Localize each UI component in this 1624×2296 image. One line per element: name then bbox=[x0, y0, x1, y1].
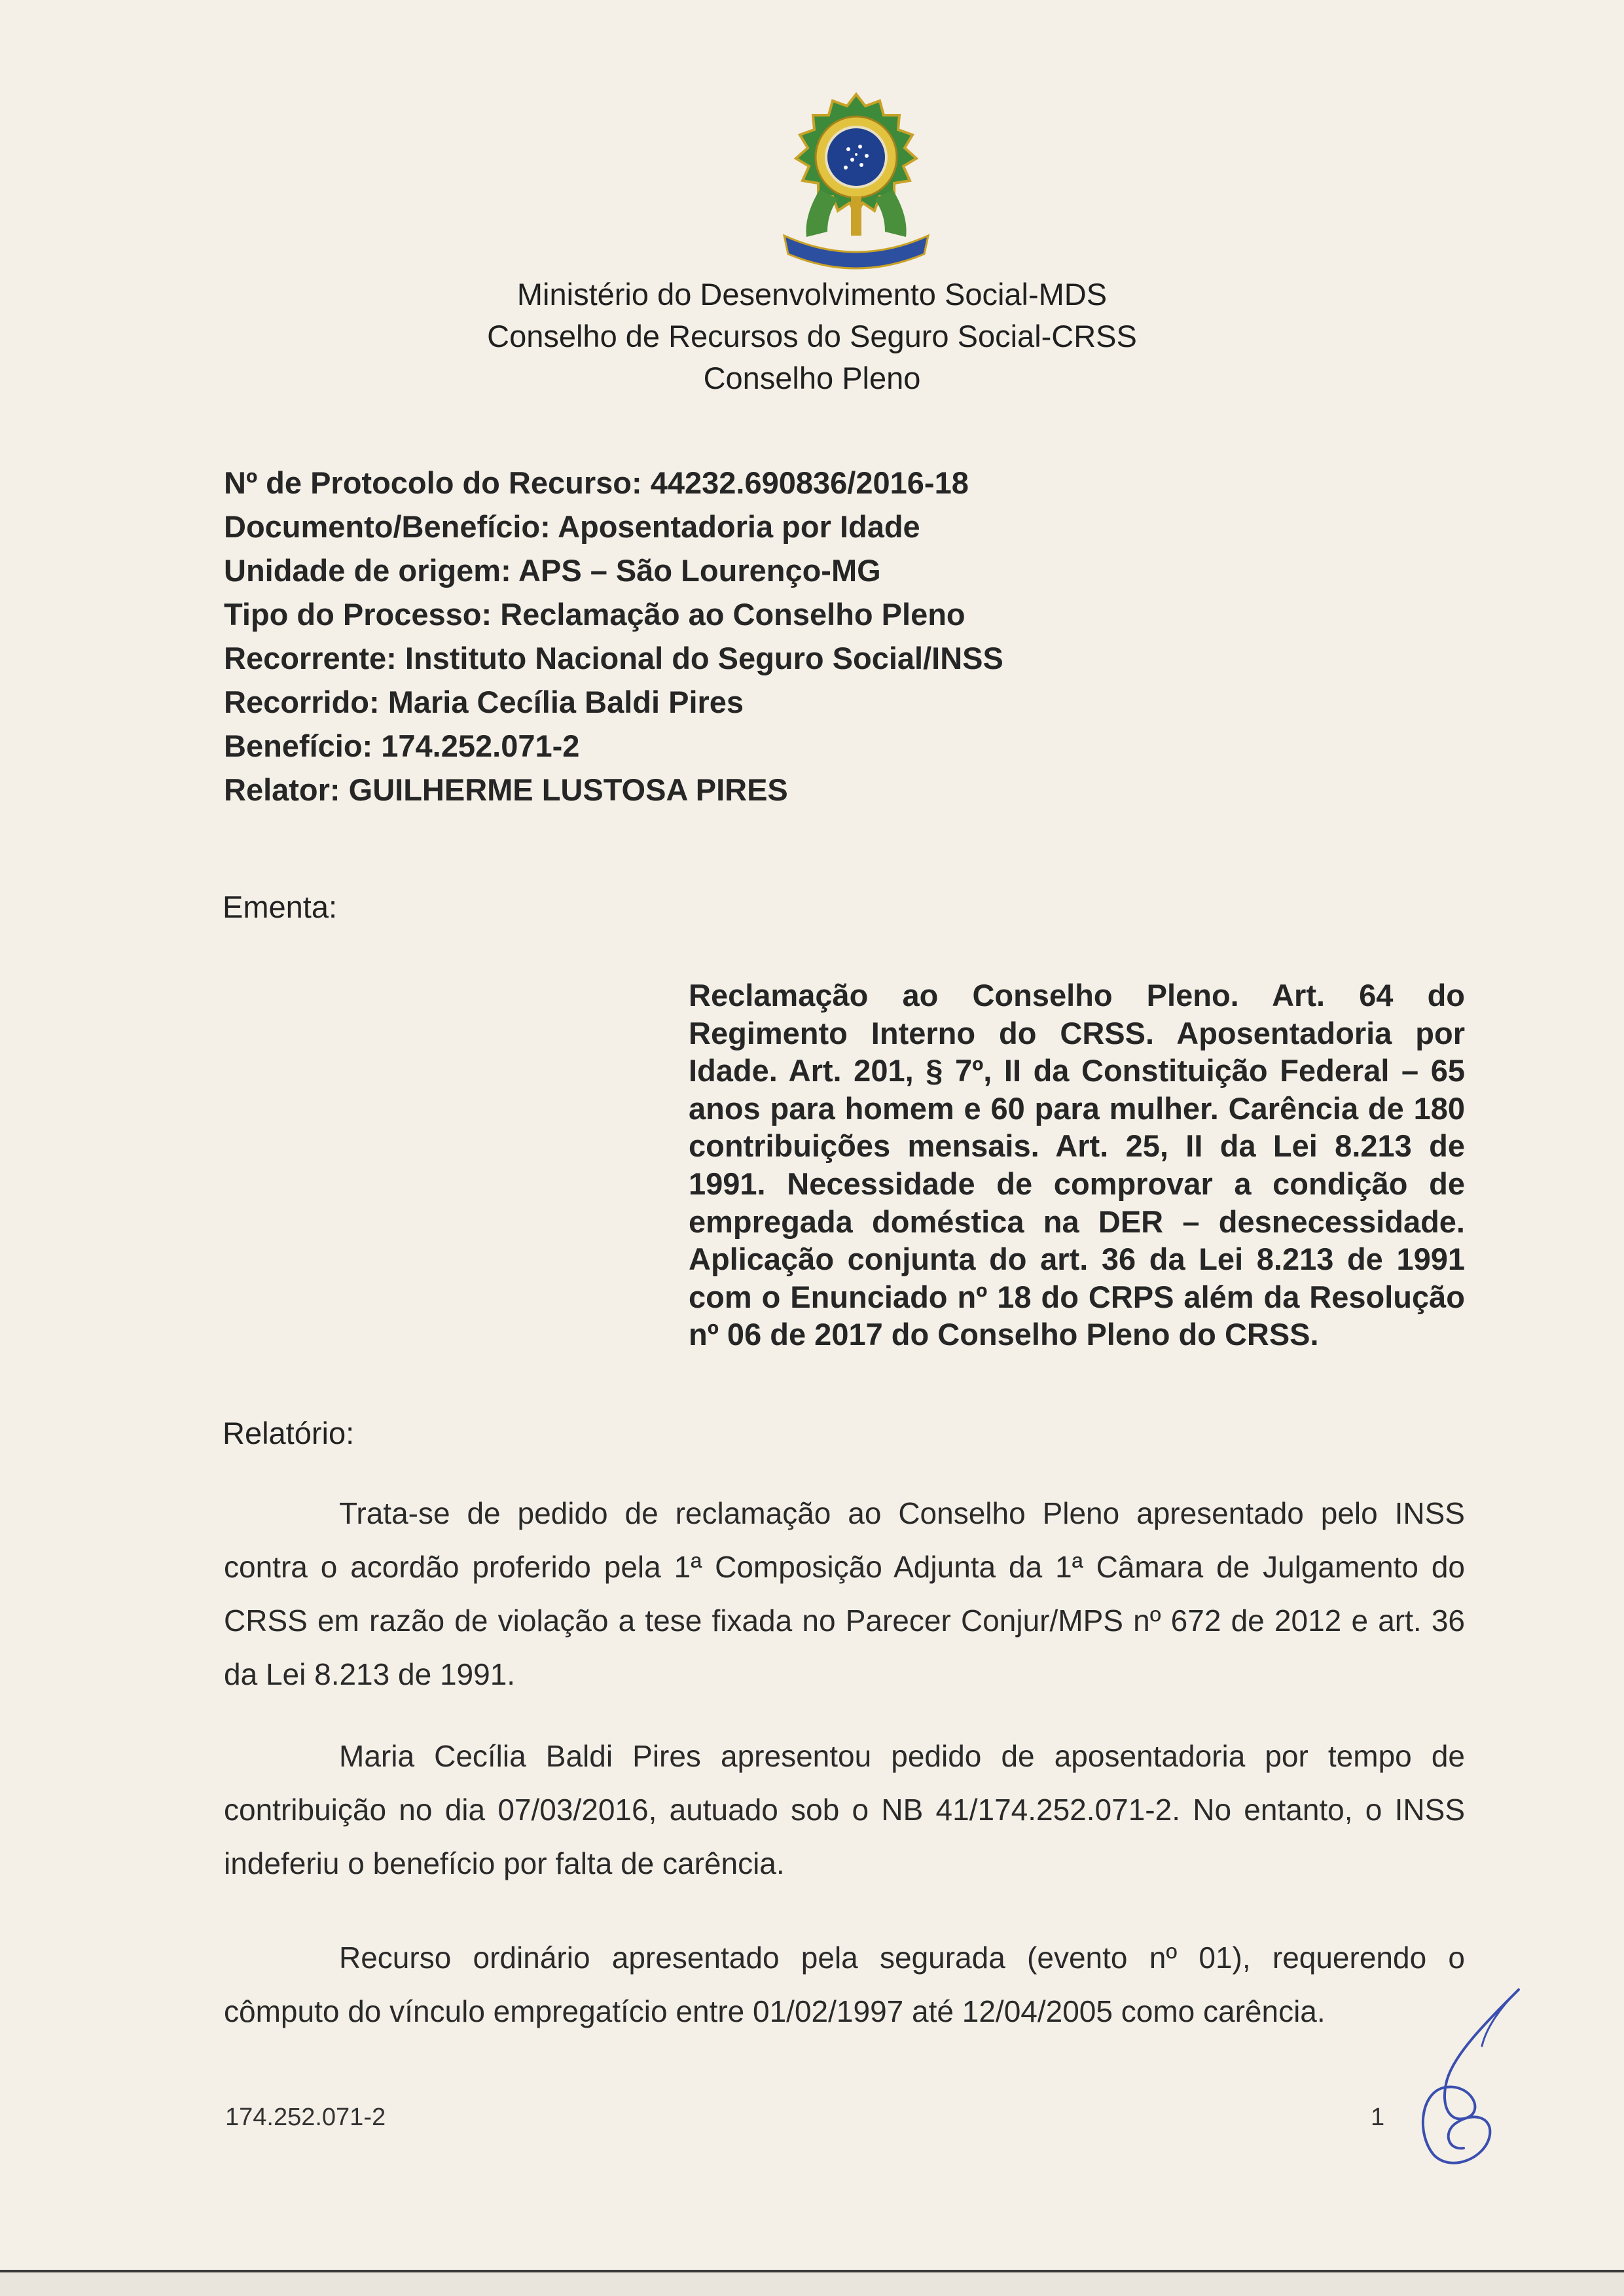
coat-of-arms-icon bbox=[765, 92, 948, 281]
relatorio-paragraph-2: Maria Cecília Baldi Pires apresentou pedido de aposentadoria por tempo de contribuição no dia 07/03/2016, autuado sob o NB 41/174.252.071-2. No entanto, o INSS indeferiu o benefício por falta de carência. bbox=[224, 1739, 1465, 1880]
benefit-number: Benefício: 174.252.071-2 bbox=[224, 728, 580, 763]
relatorio-paragraph-1: Trata-se de pedido de reclamação ao Conselho Pleno apresentado pelo INSS contra o acordão proferido pela 1ª Composição Adjunta da 1ª Câmara de Julgamento do CRSS em razão de violação a tese fixada no Parecer Conjur/MPS nº 672 de 2012 e art. 36 da Lei 8.213 de 1991. bbox=[224, 1496, 1465, 1691]
process-type: Tipo do Processo: Reclamação ao Conselho Pleno bbox=[224, 597, 965, 632]
protocol-number: Nº de Protocolo do Recurso: 44232.690836/2016-18 bbox=[224, 465, 969, 500]
council-name: Conselho de Recursos do Seguro Social-CRSS bbox=[487, 319, 1137, 353]
page-number: 1 bbox=[1371, 2104, 1385, 2131]
ministry-name: Ministério do Desenvolvimento Social-MDS bbox=[516, 277, 1108, 312]
appellant: Recorrente: Instituto Nacional do Seguro Social/INSS bbox=[224, 641, 1003, 675]
document-benefit: Documento/Benefício: Aposentadoria por Idade bbox=[224, 509, 920, 544]
ementa-text: Reclamação ao Conselho Pleno. Art. 64 do Regimento Interno do CRSS. Aposentadoria por Idade. Art. 201, § 7º, II da Constituição Federal – 65 anos para homem e 60 para mulher. Carência de 180 contribuições mensais. Art. 25, II da Lei 8.213 de 1991. Necessidade de comprovar a condição de empregada doméstica na DER – desnecessidade. Aplicação conjunta do art. 36 da Lei 8.213 de 1991 com o Enunciado nº 18 do CRPS além da Resolução nº 06 de 2017 do Conselho Pleno do CRSS. bbox=[689, 978, 1465, 1352]
document-header bbox=[0, 274, 1624, 399]
relatorio-paragraph-3: Recurso ordinário apresentado pela segurada (evento nº 01), requerendo o cômputo do vínculo empregatício entre 01/02/1997 até 12/04/2005 como carência. bbox=[224, 1941, 1465, 2028]
relatorio-heading: Relatório: bbox=[223, 1416, 355, 1450]
initials-signature-icon bbox=[1388, 1983, 1538, 2179]
ementa-heading: Ementa: bbox=[223, 889, 338, 924]
respondent: Recorrido: Maria Cecília Baldi Pires bbox=[224, 685, 744, 719]
process-metadata bbox=[224, 461, 1468, 812]
footer-process-number: 174.252.071-2 bbox=[225, 2104, 386, 2131]
origin-unit: Unidade de origem: APS – São Lourenço-MG bbox=[224, 553, 881, 588]
bottom-margin bbox=[0, 2272, 1624, 2296]
council-section: Conselho Pleno bbox=[703, 361, 921, 395]
rapporteur: Relator: GUILHERME LUSTOSA PIRES bbox=[224, 772, 788, 807]
